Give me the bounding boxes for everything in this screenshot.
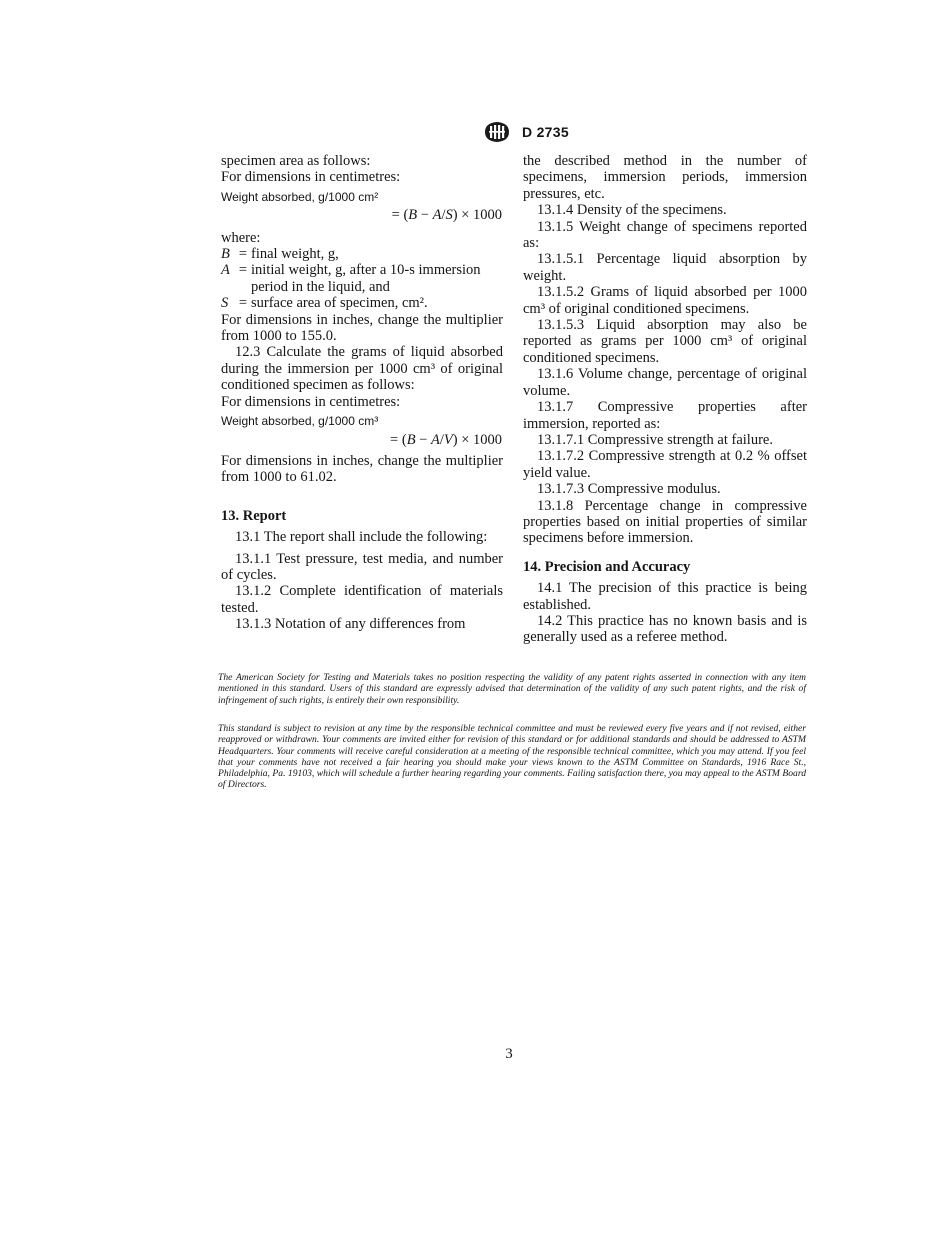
formula-rhs: = (B − A/S) × 1000: [391, 207, 502, 224]
left-column: [221, 153, 503, 633]
definition-row: B = final weight, g,: [221, 246, 339, 263]
paragraph: 13.1.5.3 Liquid absorption may also be reported as grams per 1000 cm³ of original conditioned specimens.: [523, 317, 807, 366]
section-heading: 14. Precision and Accuracy: [523, 558, 691, 575]
revision-notice: This standard is subject to revision at any time by the responsible technical committee and must be reviewed every five years and if not revised, either reapproved or withdrawn. Your comments are invited either for revision of this standard or for additional standards and should be addressed to ASTM Headquarters. Your comments will receive careful consideration at a meeting of the responsible technical committee, which you may attend. If you feel that your comments have not received a fair hearing you should make your views known to the ASTM Committee on Standards, 1916 Race St., Philadelphia, Pa. 19103, which will schedule a further hearing regarding your comments. Failing satisfaction there, you may appeal to the ASTM Board of Directors.: [218, 723, 806, 791]
paragraph: 12.3 Calculate the grams of liquid absorbed during the immersion per 1000 cm³ of original conditioned specimen as follows:: [221, 344, 503, 394]
paragraph: 13.1.5.1 Percentage liquid absorption by weight.: [523, 251, 807, 284]
astm-logo-icon: [482, 121, 512, 143]
paragraph: 13.1 The report shall include the following:: [235, 529, 488, 546]
paragraph: 13.1.5.2 Grams of liquid absorbed per 1000 cm³ of original conditioned specimens.: [523, 284, 807, 317]
formula-rhs: = (B − A/V) × 1000: [390, 431, 502, 448]
paragraph: 14.2 This practice has no known basis and is generally used as a referee method.: [523, 612, 807, 646]
paragraph: 13.1.5 Weight change of specimens reported as:: [523, 218, 807, 252]
formula-label: Weight absorbed, g/1000 cm³: [221, 414, 379, 429]
paragraph: 13.1.1 Test pressure, test media, and number of cycles.: [221, 550, 503, 583]
definition-row: S = surface area of specimen, cm².: [221, 295, 428, 312]
section-heading: 13. Report: [221, 507, 287, 524]
paragraph: 13.1.8 Percentage change in compressive properties based on initial properties of similar specimens before immersion.: [523, 497, 807, 547]
text-line: For dimensions in centimetres:: [221, 393, 401, 410]
paragraph: For dimensions in inches, change the multiplier from 1000 to 61.02.: [221, 452, 503, 486]
paragraph: the described method in the number of specimens, immersion periods, immersion pressures, etc.: [523, 153, 807, 202]
paragraph: 13.1.7.2 Compressive strength at 0.2 % offset yield value.: [523, 448, 807, 481]
paragraph: For dimensions in inches, change the multiplier from 1000 to 155.0.: [221, 311, 503, 345]
formula-label: Weight absorbed, g/1000 cm²: [221, 189, 379, 204]
page-header: [482, 121, 569, 143]
paragraph: 13.1.7.1 Compressive strength at failure.: [537, 431, 773, 448]
page-number: 3: [505, 1046, 513, 1062]
paragraph: 13.1.3 Notation of any differences from: [235, 616, 466, 633]
text-line: specimen area as follows:: [221, 153, 371, 169]
right-column: [523, 153, 807, 646]
document-designation: D 2735: [522, 124, 569, 140]
paragraph: 13.1.7.3 Compressive modulus.: [537, 481, 721, 498]
paragraph: 14.1 The precision of this practice is being established.: [523, 580, 807, 613]
where-label: where:: [221, 229, 261, 246]
paragraph: 13.1.2 Complete identification of materials tested.: [221, 583, 503, 616]
paragraph: 13.1.6 Volume change, percentage of original volume.: [523, 366, 807, 399]
patent-notice: The American Society for Testing and Materials takes no position respecting the validity of any patent rights asserted in connection with any item mentioned in this standard. Users of this standard are expressly advised that determination of the validity of any such patent rights, and the risk of infringement of such rights, is entirely their own responsibility.: [218, 672, 806, 706]
paragraph: 13.1.7 Compressive properties after immersion, reported as:: [523, 399, 807, 432]
definition-row: A = initial weight, g, after a 10-s immersion period in the liquid, and: [221, 262, 481, 295]
paragraph: 13.1.4 Density of the specimens.: [537, 202, 727, 219]
text-line: For dimensions in centimetres:: [221, 169, 401, 186]
